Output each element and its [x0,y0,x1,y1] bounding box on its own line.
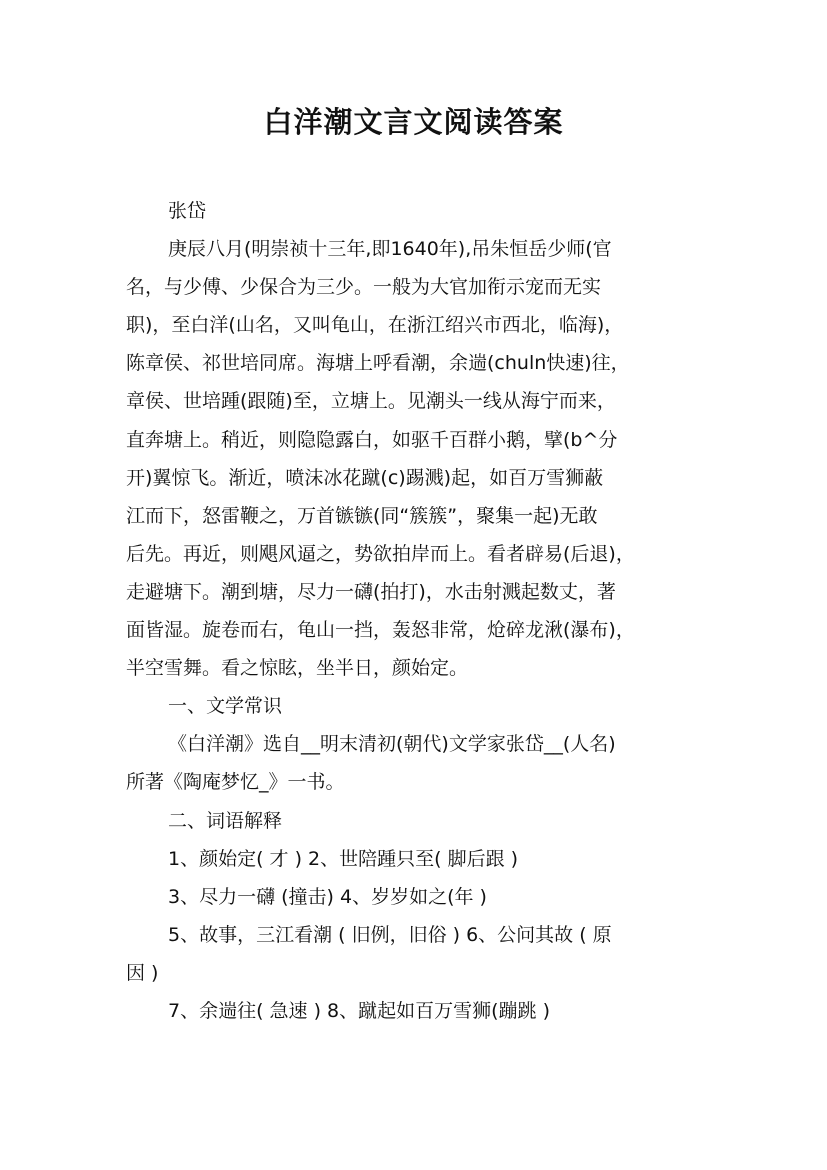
document-title: 白洋潮文言文阅读答案 [263,105,564,139]
paragraph-line: 半空雪舞。看之惊眩，坐半日，颜始定。 [126,657,469,680]
answer-line: 因 ) [126,961,159,984]
paragraph-line: 章侯、世培踵(跟随)至，立塘上。见潮头一线从海宁而来， [126,390,616,413]
author-line: 张岱 [168,200,207,222]
paragraph-line: 职)，至白洋(山名，又叫龟山，在浙江绍兴市西北，临海)， [126,314,624,337]
paragraph-line: 所著《陶庵梦忆_》一书。 [126,771,345,794]
paragraph-line: 名，与少傅、少保合为三少。一般为大官加衔示宠而无实 [126,276,602,299]
paragraph-line: 《白洋潮》选自__明末清初(朝代)文学家张岱__(人名) [168,733,616,756]
paragraph-line: 后先。再近，则飓风逼之，势欲拍岸而上。看者辟易(后退)， [126,542,635,565]
answer-line: 1、颜始定( 才 ) 2、世陪踵只至( 脚后跟 ) [168,847,519,870]
document-body [126,192,718,1030]
answer-line: 7、余遄往( 急速 ) 8、蹴起如百万雪狮(蹦跳 ) [168,999,550,1022]
paragraph-line: 直奔塘上。稍近，则隐隐露白，如驱千百群小鹅，擘(b^分 [126,428,618,451]
answer-line: 5、故事，三江看潮 ( 旧例，旧俗 ) 6、公问其故 ( 原 [168,923,612,946]
paragraph-line: 江而下，怒雷鞭之，万首镞镞(同“簇簇”，聚集一起)无敢 [126,504,598,527]
paragraph-line: 走避塘下。潮到塘，尽力一礴(拍打)，水击射溅起数丈，著 [126,580,616,603]
paragraph-line: 面皆湿。旋卷而右，龟山一挡，轰怒非常，炝碎龙湫(瀑布)， [126,619,635,642]
paragraph-line: 开)翼惊飞。渐近，喷沫冰花蹴(c)踢溅)起，如百万雪狮蔽 [126,466,604,489]
paragraph-line: 庚辰八月(明崇祯十三年,即1640年),吊朱恒岳少师(官 [168,238,612,261]
answer-line: 3、尽力一礴 (撞击) 4、岁岁如之(年 ) [168,885,487,908]
paragraph-line: 陈章侯、祁世培同席。海塘上呼看潮，余遄(chuln快速)往， [126,352,630,375]
section-heading: 二、词语解释 [168,809,283,832]
section-heading: 一、文学常识 [168,695,283,718]
